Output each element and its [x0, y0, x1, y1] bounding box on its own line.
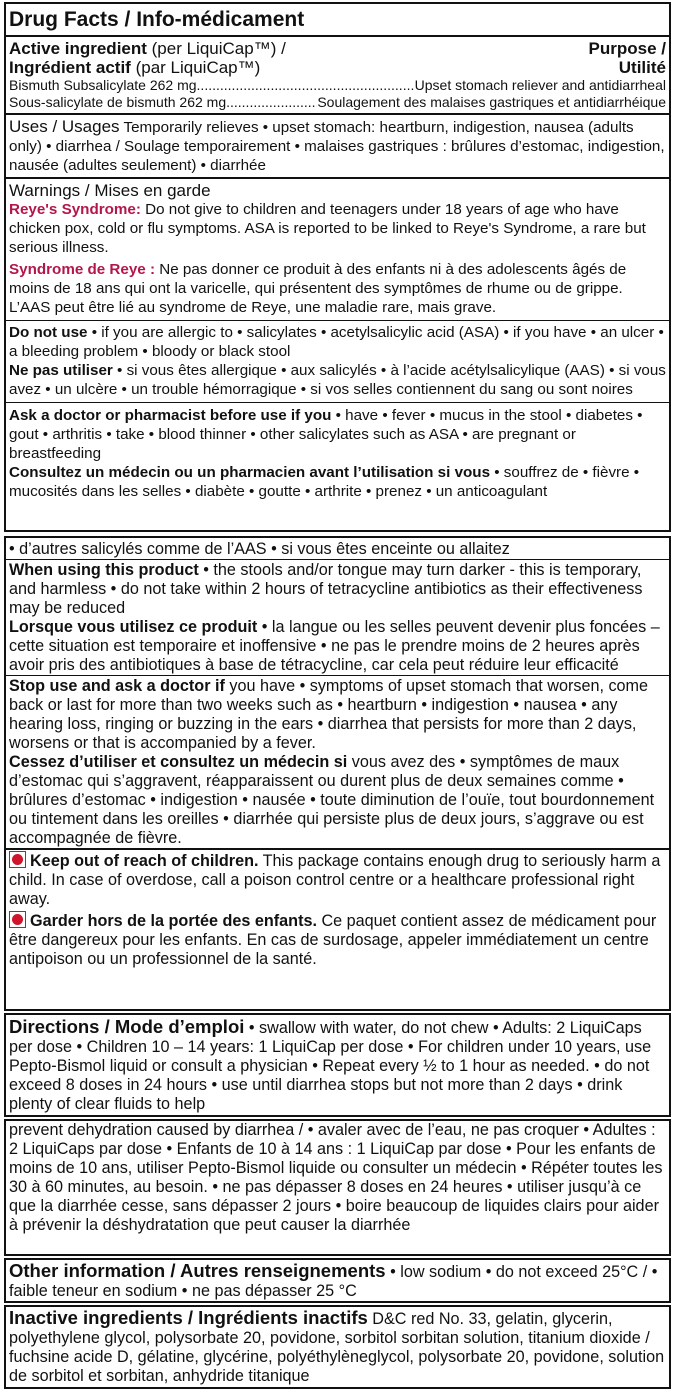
stop-use-label: Stop use and ask a doctor if	[9, 677, 225, 695]
drug-facts-panel-2	[4, 536, 671, 1011]
drug-facts-title: Drug Facts / Info-médicament	[6, 4, 669, 37]
inactive-ingredients-panel	[4, 1305, 671, 1389]
reye-en-paragraph: Reye's Syndrome: Do not give to children and teenagers under 18 years of age who have chicken pox, cold or flu symptoms. ASA is reported to be linked to Reye's Syndrome, a rare but serious illness.	[9, 201, 646, 256]
directions-continued-panel	[4, 1119, 671, 1256]
drug-facts-panel-1	[4, 2, 671, 532]
uses-section	[6, 115, 669, 179]
stop-sign-icon	[9, 851, 26, 868]
other-information-section	[6, 1260, 669, 1301]
inactive-ingredients-heading: Inactive ingredients / Ingrédients inactifs	[9, 1307, 368, 1328]
other-information-text: • low sodium • do not exceed 25°C / • faible teneur en sodium • ne pas dépasser 25 °C	[9, 1263, 658, 1300]
inactive-ingredients-section	[6, 1307, 669, 1386]
other-information-panel	[4, 1258, 671, 1303]
ingredient-line-fr: Sous-salicylate de bismuth 262 mg ..... Soulagement des malaises gastriques et antidiarrhéique	[9, 94, 666, 111]
keep-out-label: Keep out of reach of children.	[30, 852, 259, 870]
warnings-heading: Warnings / Mises en garde	[9, 181, 211, 200]
keep-out-section: Keep out of reach of children. This package contains enough drug to seriously harm a child. In case of overdose, call a poison control centre or a healthcare professional right away. Garder hors de la portée des enfants. Ce paquet contient assez de médicament pour être dangereux pour les enfants. En cas de surdosage, appeler immédiatement un centre antipoison ou un professionnel de la santé.	[9, 852, 661, 968]
consultez-label: Consultez un médecin ou un pharmacien avant l’utilisation si vous	[9, 464, 491, 481]
ask-doctor-section: Ask a doctor or pharmacist before use if you • have • fever • mucus in the stool • diabetes • gout • arthritis • take • blood thinner • other salicylates such as ASA • are pregnant or breastfeeding Consultez un médecin ou un pharmacien avant l’utilisation si vous • souffrez de • fièvre • mucosités dans les selles • diabète • goutte • arthrite • prenez • un anticoagulant	[9, 407, 643, 500]
do-not-use-section: Do not use • if you are allergic to • salicylates • acetylsalicylic acid (ASA) • if you have • an ulcer • a bleeding problem • bloody or black stool Ne pas utiliser • si vous êtes allergique • aux salicylés • à l’acide acétylsalicylique (AAS) • si vous avez • un ulcère • un trouble hémorragique • si vos selles contiennent du sang ou sont noires	[6, 321, 669, 403]
directions-text: • swallow with water, do not chew • Adults: 2 LiquiCaps per dose • Children 10 – 14 years: 1 LiquiCap per dose • For children under 10 years, use Pepto-Bismol liquid or consult a physician • Repeat every ½ to 1 hour as needed. • do not exceed 8 doses in 24 hours • use until diarrhea stops but not more than 2 days • drink plenty of clear fluids to help	[9, 1019, 652, 1113]
active-ingredient-section: Active ingredient (per LiquiCap™) / Ingrédient actif (par LiquiCap™) Purpose / Utilité Bismuth Subsalicylate 262 mg ..... Upset stomach reliever and antidiarrheal Sous-salicylate de bismuth 262 mg ..... Soulagement des malaises gastriques et antidiarrhéique	[6, 37, 669, 115]
uses-text: Temporarily relieves • upset stomach: heartburn, indigestion, nausea (adults only) • diarrhea / Soulage temporairement • malaises gastriques : brûlures d’estomac, indigestion, nausée (adultes seulement) • diarrhée	[9, 119, 665, 174]
stop-use-section: Stop use and ask a doctor if you have • symptoms of upset stomach that worsen, come back or last for more than two weeks such as • heartburn • indigestion • nausea • any hearing loss, ringing or buzzing in the ears • diarrhea that persists for more than 2 days, worsens or that is accompanied by a fever. Cessez d’utiliser et consultez un médecin si vous avez des • symptômes de maux d’estomac qui s’aggravent, réapparaissent ou durent plus de deux semaines comme • brûlures d’estomac • indigestion • nausée • toute diminution de l’ouïe, tout bourdonnement ou tintement dans les oreilles • diarrhée qui persiste plus de deux jours, s’aggrave ou est accompagnée de fièvre.	[6, 676, 669, 850]
ask-doctor-label: Ask a doctor or pharmacist before use if you	[9, 407, 332, 424]
ne-pas-utiliser-label: Ne pas utiliser	[9, 362, 113, 379]
ingredient-line-en: Bismuth Subsalicylate 262 mg ..... Upset stomach reliever and antidiarrheal	[9, 77, 666, 94]
purpose-heading: Purpose / Utilité	[588, 39, 666, 77]
inactive-ingredients-text: D&C red No. 33, gelatin, glycerin, polyethylene glycol, polysorbate 20, povidone, sorbitol sorbitan solution, titanium dioxide / fuchsine acide D, gélatine, glycérine, polyéthylèneglycol, polysorbate 20, povidone, solution de sorbitol et sorbitan, anhydride titanique	[9, 1310, 665, 1385]
other-information-heading: Other information / Autres renseignements	[9, 1260, 386, 1281]
directions-continued: prevent dehydration caused by diarrhea / • avaler avec de l’eau, ne pas croquer • Adultes : 2 LiquiCaps par dose • Enfants de 10 à 14 ans : 1 LiquiCap par dose • Pour les enfants de moins de 10 ans, utiliser Pepto-Bismol liquide ou consulter un médecin • Répéter toutes les 30 à 60 minutes, au besoin. • ne pas dépasser 8 doses en 24 heures • utiliser jusqu’à ce que la diarrhée cesse, sans dépasser 2 jours • boire beaucoup de liquides clairs pour aider à prévenir la déshydratation que peut causer la diarrhée	[9, 1121, 663, 1234]
lorsque-label: Lorsque vous utilisez ce produit	[9, 618, 258, 636]
garder-label: Garder hors de la portée des enfants.	[30, 912, 317, 930]
directions-heading: Directions / Mode d’emploi	[9, 1016, 245, 1037]
uses-heading: Uses / Usages	[9, 117, 120, 136]
when-using-label: When using this product	[9, 561, 199, 579]
directions-panel	[4, 1013, 671, 1117]
reye-fr-paragraph: Syndrome de Reye : Ne pas donner ce produit à des enfants ni à des adolescents âgés de moins de 18 ans qui ont la varicelle, qui présentent des symptômes de rhume ou de grippe. L’AAS peut être lié au syndrome de Reye, une maladie rare, mais grave.	[9, 261, 627, 316]
when-using-section: When using this product • the stools and/or tongue may turn darker - this is temporary, and harmless • do not take within 2 hours of tetracycline antibiotics as their effectiveness may be reduced Lorsque vous utilisez ce produit • la langue ou les selles peuvent devenir plus foncées – cette situation est temporaire et inoffensive • ne pas le prendre moins de 2 heures après avoir pris des antibiotiques à base de tétracycline, car cela peut réduire leur efficacité	[6, 560, 669, 676]
active-heading-en: Active ingredient	[9, 39, 147, 58]
warnings-continued: • d’autres salicylés comme de l’AAS • si vous êtes enceinte ou allaitez	[6, 538, 669, 560]
do-not-use-label: Do not use	[9, 324, 88, 341]
active-heading-fr: Ingrédient actif	[9, 58, 131, 77]
warnings-section	[6, 179, 669, 321]
directions-section	[6, 1015, 669, 1114]
stop-sign-icon	[9, 911, 26, 928]
cessez-label: Cessez d’utiliser et consultez un médecin si	[9, 753, 348, 771]
